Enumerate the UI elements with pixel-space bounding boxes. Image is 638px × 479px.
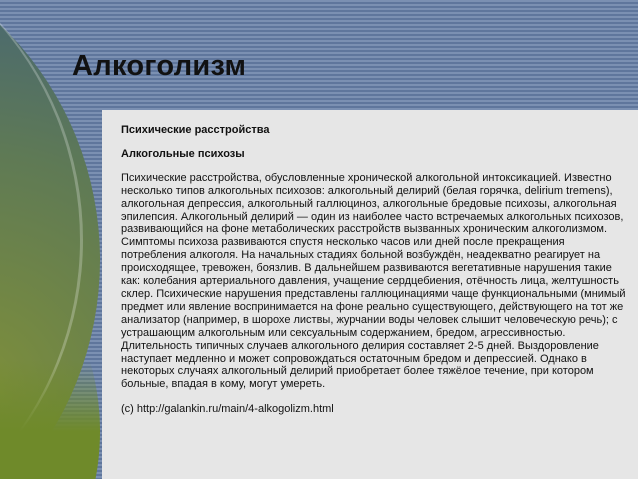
slide-title: Алкоголизм [72,50,247,82]
body-paragraph: Психические расстройства, обусловленные хронической алкогольной интоксикацией. Известно несколько типов алкогольных психозов: алкогольный делирий (белая горячка, delirium tremens), алкогольная депрессия, алкогольный галлюциноз, алкогольные бредовые психозы, алкогольная эпилепсия. Алкогольный делирий — один из наиболее часто встречаемых алкогольных психозов, развивающийся на фоне метаболических расстройств вызванных хроническим алкоголизмом. Симптомы психоза развиваются спустя несколько часов или дней после прекращения потребления алкоголя. На начальных стадиях больной возбуждён, неадекватно реагирует на происходящее, тревожен, боязлив. В дальнейшем развиваются вегетативные нарушения такие как: колебания артериального давления, учащение сердцебиения, отёчность лица, желтушность склер. Психические нарушения представлены галлюцинациями чаще функциональными (мнимый предмет или явление воспринимается на фоне реально существующего, действующего на тот же анализатор (например, в шорохе листвы, журчании воды человек слышит человеческую речь); с устрашающим алкогольным или сексуальным содержанием, бредом, агрессивностью. Длительность типичных случаев алкогольного делирия составляет 2-5 дней. Выздоровление наступает медленно и может сопровождаться остаточным бредом и депрессией. Однако в некоторых случаях алкогольный делирий приобретает более тяжёлое течение, при котором больные, впадая в кому, могут умереть. [121,171,626,391]
decorative-green-corner [0,360,100,479]
subtitle-alcohol-psychoses: Алкогольные психозы [121,147,245,160]
source-link[interactable]: (с) http://galankin.ru/main/4-alkogolizm.html [121,403,334,416]
subtitle-mental-disorders: Психические расстройства [121,124,270,136]
content-text-area [121,124,629,416]
